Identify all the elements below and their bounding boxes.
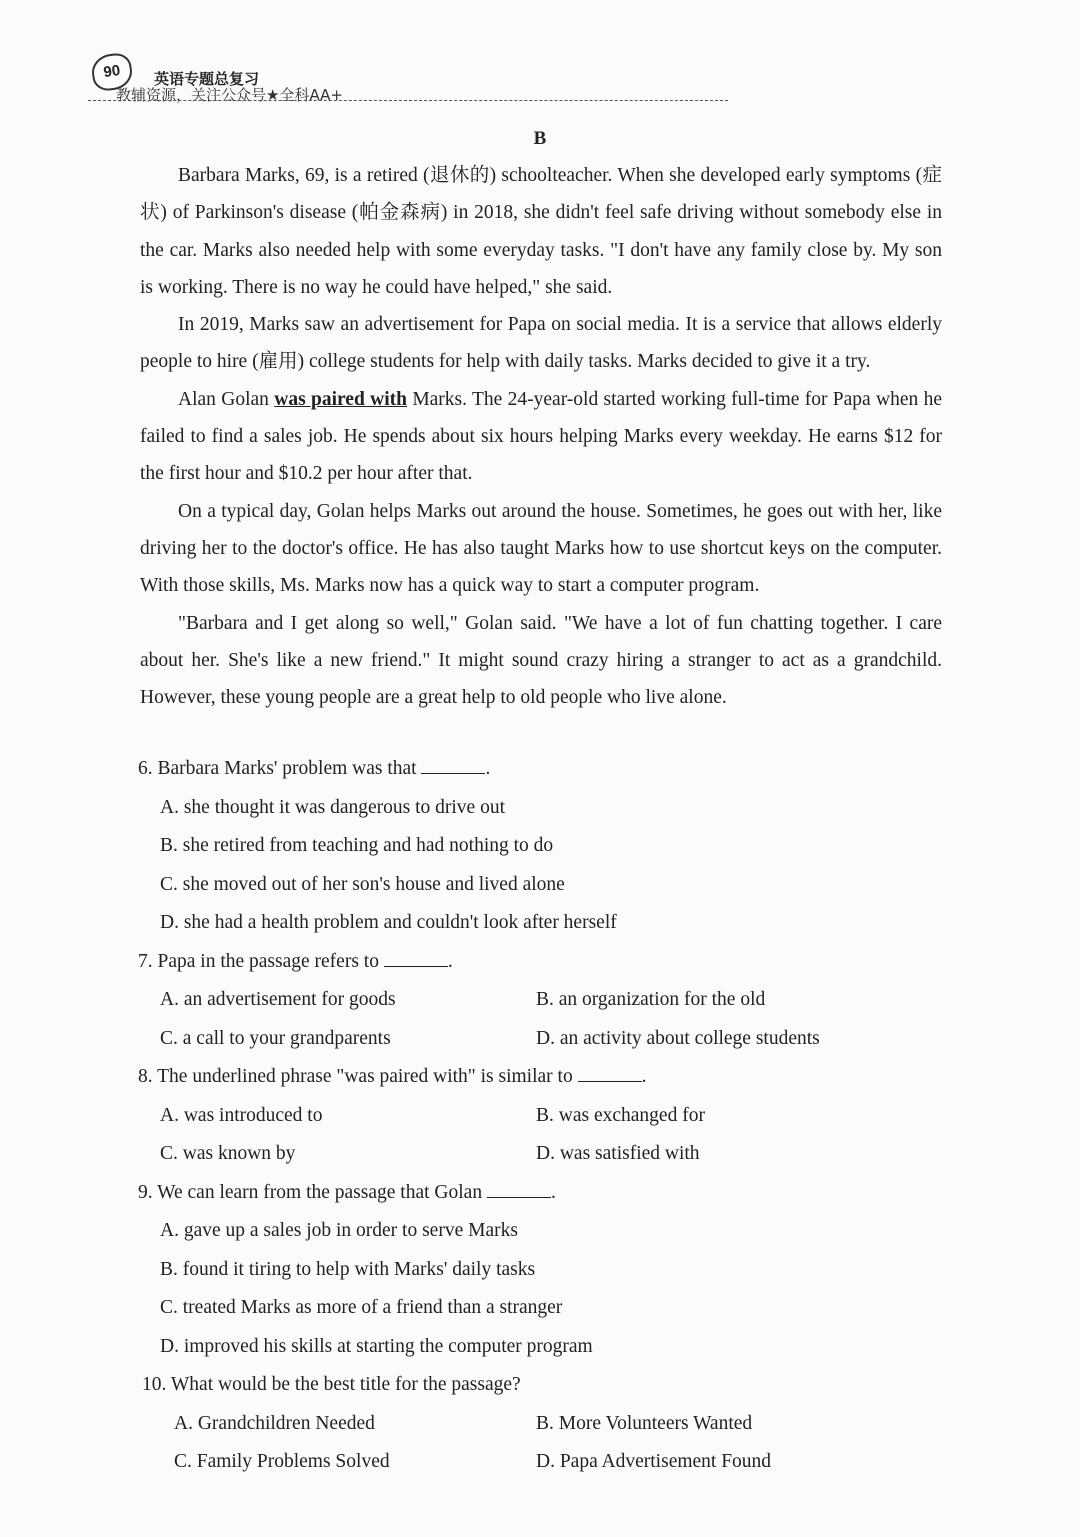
paragraph-2: In 2019, Marks saw an advertisement for Papa on social media. It is a service that allows elderly people to hire (雇用) college students for help with daily tasks. Marks decided to give it a try. [140,314,942,373]
reading-passage [140,157,942,716]
question-7-stem: 7. Papa in the passage refers to . [138,943,948,982]
section-label: B [533,128,547,149]
question-6-option-a: A. she thought it was dangerous to drive out [160,796,505,818]
answer-blank [487,1175,551,1198]
answer-blank [384,944,448,967]
question-8-option-c: C. was known by [160,1143,296,1164]
question-7-option-a: A. an advertisement for goods [160,989,396,1010]
question-7-option-d: D. an activity about college students [536,1027,820,1049]
question-9-text: 9. We can learn from the passage that Golan [138,1181,483,1203]
answer-blank [421,751,485,774]
page-header [88,52,728,104]
header-rule [88,100,728,101]
question-9-option-c: C. treated Marks as more of a friend than a stranger [160,1297,563,1318]
paragraph-1: Barbara Marks, 69, is a retired (退休的) schoolteacher. When she developed early symptoms (症状) of Parkinson's disease (帕金森病) in 2018, she didn't feel safe driving without somebody else in the car. Marks also needed help with some everyday tasks. "I don't have any family close by. My son is working. There is no way he could have helped," she said. [140,165,942,298]
question-8-row-2 [138,1135,948,1174]
question-8-row-1 [138,1097,948,1136]
question-6-option-d: D. she had a health problem and couldn't look after herself [160,912,617,933]
question-list [138,750,948,1482]
question-10-option-b: B. More Volunteers Wanted [536,1412,753,1434]
question-10-option-d: D. Papa Advertisement Found [536,1451,772,1472]
paragraph-4: On a typical day, Golan helps Marks out around the house. Sometimes, he goes out with her, like driving her to the doctor's office. He has also taught Marks how to use shortcut keys on the computer. With those skills, Ms. Marks now has a quick way to start a computer program. [140,500,942,597]
question-8-option-a: A. was introduced to [160,1104,323,1126]
question-9-option-b: B. found it tiring to help with Marks' daily tasks [160,1258,536,1280]
question-6-text: 6. Barbara Marks' problem was that [138,758,417,779]
question-9-option-d: D. improved his skills at starting the computer program [160,1335,593,1357]
watermark-text: 教辅资源，关注公众号★全科AA+ [116,86,343,104]
question-10-row-1 [138,1405,948,1444]
question-10 [138,1366,948,1482]
question-6-stem: 6. Barbara Marks' problem was that . [138,750,948,789]
question-10-option-c: C. Family Problems Solved [174,1451,390,1472]
question-7-option-b: B. an organization for the old [536,989,766,1010]
question-10-stem: 10. What would be the best title for the passage? [142,1374,521,1395]
answer-blank [578,1059,642,1082]
paragraph-5: "Barbara and I get along so well," Golan said. "We have a lot of fun chatting together. I care about her. She's like a new friend." It might sound crazy hiring a stranger to act as a grandchild. However, these young people are a great help to old people who live alone. [140,612,942,709]
underlined-phrase: was paired with [274,388,407,410]
paragraph-3-start: Alan Golan [178,388,275,410]
paragraph-3-end: Marks. The 24-year-old started working full-time for Papa when he failed to find a sales job. He spends about six hours helping Marks every weekday. He earns $12 for the first hour and $10.2 per hour after that. [140,388,943,485]
question-8-option-d: D. was satisfied with [536,1143,700,1164]
question-8-option-b: B. was exchanged for [536,1104,705,1126]
paragraph-3 [140,381,942,493]
question-10-option-a: A. Grandchildren Needed [174,1412,375,1434]
question-8-text: 8. The underlined phrase "was paired with" is similar to [138,1066,573,1087]
question-6-option-c: C. she moved out of her son's house and lived alone [160,873,565,895]
question-7-row-1 [138,981,948,1020]
question-9-option-a: A. gave up a sales job in order to serve Marks [160,1220,518,1241]
question-6-option-b: B. she retired from teaching and had nothing to do [160,835,554,856]
question-7-option-c: C. a call to your grandparents [160,1027,391,1049]
question-7-row-2 [138,1020,948,1059]
question-9-stem: 9. We can learn from the passage that Golan . [138,1174,948,1213]
question-8-stem: 8. The underlined phrase "was paired with" is similar to . [138,1058,948,1097]
question-7-text: 7. Papa in the passage refers to [138,950,379,972]
book-title: 英语专题总复习 [154,70,260,88]
question-10-row-2 [138,1443,948,1482]
page-number-badge: 90 [90,51,135,92]
